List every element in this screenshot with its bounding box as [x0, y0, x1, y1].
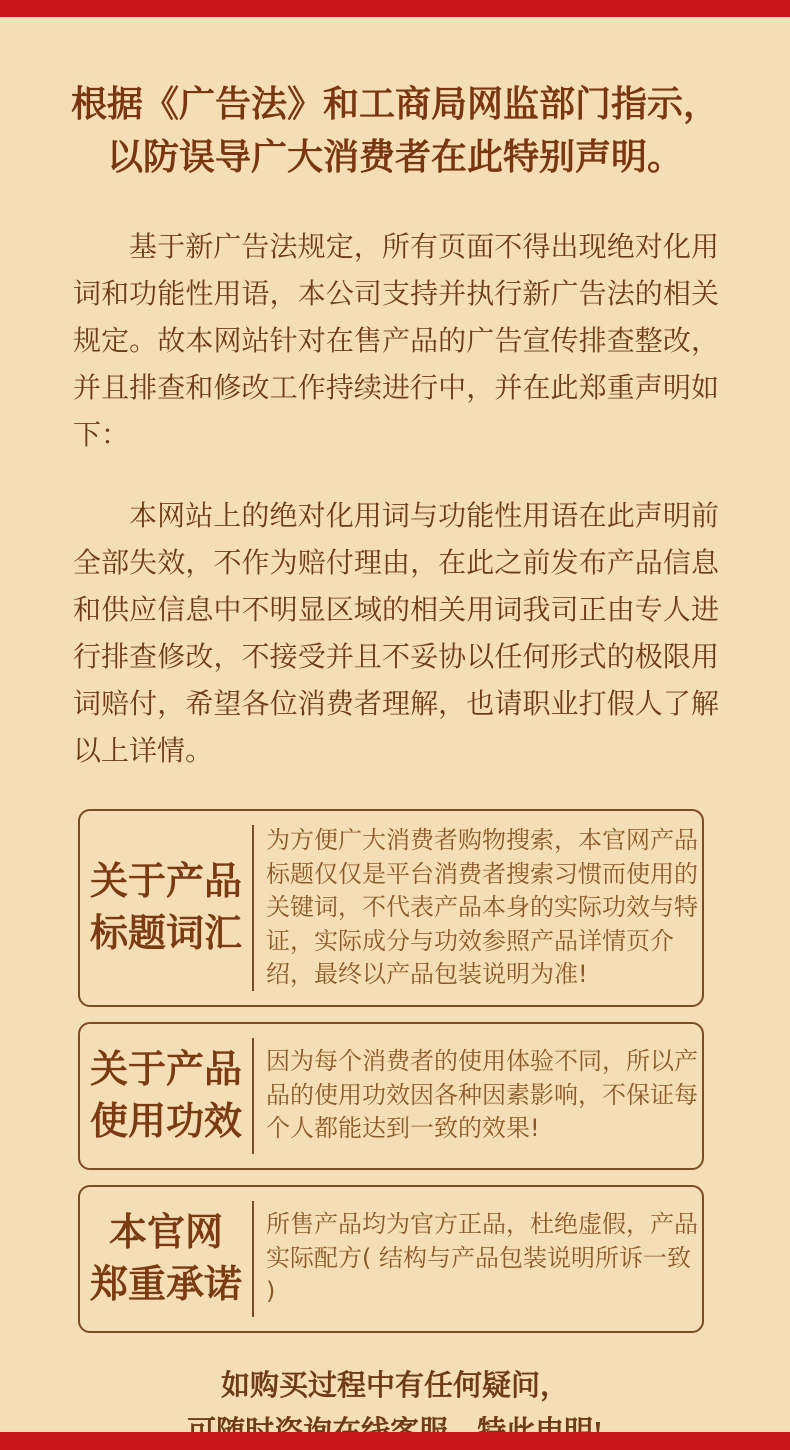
footer-note-line-1: 如购买过程中有任何疑问，: [220, 1369, 569, 1402]
bottom-red-band: [0, 1432, 790, 1450]
notice-box-label-line-2: 郑重承诺: [89, 1263, 242, 1306]
notice-box-content: 所售产品均为官方正品，杜绝虚假，产品实际配方( 结构与产品包装说明所诉一致 ): [266, 1210, 698, 1306]
statement-paragraph: 本网站上的绝对化用词与功能性用语在此声明前全部失效，不作为赔付理由，在此之前发布产品信息和供应信息中不明显区域的相关用词我司正由专人进行排查修改，不接受并且不妥协以任何形式的极限用词赔付，希望各位消费者理解，也请职业打假人了解以上详情。: [73, 501, 719, 767]
page-title-line-2: 以防误导广大消费者在此特别声明。: [106, 137, 683, 177]
page-title-line-1: 根据《广告法》和工商局网监部门指示，: [70, 84, 719, 124]
notice-box-label-line-1: 关于产品: [89, 860, 242, 903]
notice-box-label: [80, 836, 252, 980]
notice-box-label-line-1: 关于产品: [89, 1048, 242, 1091]
intro-paragraph: 基于新广告法规定，所有页面不得出现绝对化用词和功能性用语，本公司支持并执行新广告法的相关规定。故本网站针对在售产品的广告宣传排查整改，并且排查和修改工作持续进行中，并在此郑重声明如下：: [73, 232, 719, 451]
notice-boxes: [0, 809, 790, 1333]
notice-box-label-line-2: 标题词汇: [89, 912, 242, 955]
notice-box-label-line-2: 使用功效: [89, 1100, 242, 1143]
notice-box-content: 因为每个消费者的使用体验不同，所以产品的使用功效因各种因素影响，不保证每个人都能达到一致的效果!: [266, 1047, 698, 1143]
notice-box-product-title-words: [78, 809, 704, 1007]
notice-box-content: 为方便广大消费者购物搜索，本官网产品标题仅仅是平台消费者搜索习惯而使用的关键词，不代表产品本身的实际功效与特证，实际成分与功效参照产品详情页介绍，最终以产品包装说明为准!: [266, 826, 698, 988]
page-title: [0, 78, 790, 184]
notice-box-label-line-1: 本官网: [108, 1211, 223, 1254]
notice-box-label: [80, 1024, 252, 1168]
top-red-band: [0, 0, 790, 17]
notice-box-label: [80, 1187, 252, 1331]
notice-box-official-promise: [78, 1185, 704, 1333]
notice-box-product-effect: [78, 1022, 704, 1170]
